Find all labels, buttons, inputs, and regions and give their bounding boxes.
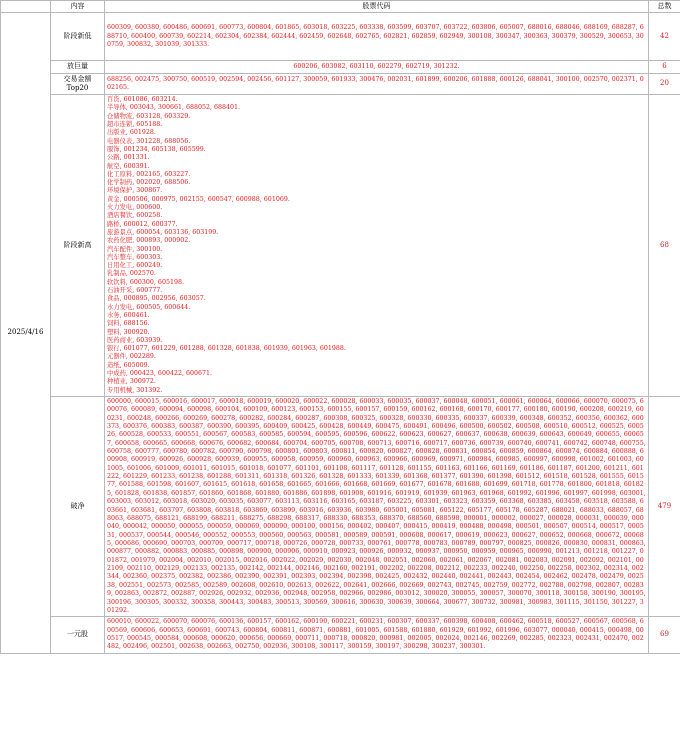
industry-line: 化学制药, 002020, 688506. xyxy=(107,179,191,187)
total-one-yuan: 69 xyxy=(649,617,680,653)
industry-line: 超市连锁, 605188. xyxy=(107,121,163,129)
total-top20: 20 xyxy=(649,73,680,95)
row-new-low xyxy=(1,13,680,61)
industry-line: 中成药, 000423, 600422, 600671. xyxy=(107,369,213,377)
date-cell: 2025/4/16 xyxy=(1,13,51,653)
category-new-high: 阶段新高 xyxy=(51,95,105,397)
header-category: 内容 xyxy=(51,1,105,13)
industry-line: 农药化肥, 000893, 000902. xyxy=(107,237,191,245)
industry-line: 仓储物流, 603128, 603329. xyxy=(107,112,191,120)
row-volume xyxy=(1,61,680,73)
codes-one-yuan: 600010, 600022, 600070, 600076, 600136, 600157, 600162, 600190, 600221, 600231, 600307, 600337, 600398, 600408, 600462, 600518, 600527, 600567, 600568, 600569, 600606, 600653, 600691, 600743, 600804, 600811, 600871, 600881, 601005, 601588, 601880, 601929, 601992, 601996, 603077, 000040, 000415, 000498, 000517, 000545, 000584, 000608, 000620, 000656, 000669, 000711, 000718, 000820, 000981, 002005, 002024, 002146, 002269, 002285, 002323, 002431, 002470, 002482, 002496, 002501, 002638, 002663, 002750, 002936, 300108, 300117, 300159, 300197, 300298, 300237, 300301. xyxy=(105,617,649,653)
industry-line: 饲料, 688156. xyxy=(107,320,150,328)
industry-line: 黄金, 000506, 000975, 002155, 600547, 600988, 601069. xyxy=(107,195,290,203)
total-broken: 479 xyxy=(649,396,680,616)
industry-line: 水力发电, 600505, 600644. xyxy=(107,303,191,311)
industry-line: 电器仪表, 301228, 688056. xyxy=(107,137,191,145)
industry-line: 化工原料, 002165, 603227. xyxy=(107,170,191,178)
category-new-low: 阶段新低 xyxy=(51,13,105,61)
industry-line: 造纸, 605009. xyxy=(107,361,150,369)
industry-line: 火力发电, 000600. xyxy=(107,204,163,212)
industry-line: 汽车整车, 600303. xyxy=(107,253,163,261)
industry-line: 服饰, 001234, 605138, 605599. xyxy=(107,145,206,153)
category-one-yuan: 一元股 xyxy=(51,617,105,653)
total-new-high: 68 xyxy=(649,95,680,397)
codes-volume: 600206, 603082, 603110, 602279, 602719, 301232. xyxy=(105,61,649,73)
industry-line: 酒店餐饮, 600258. xyxy=(107,212,163,220)
industry-line: 软饮料, 600300, 605198. xyxy=(107,278,184,286)
codes-top20: 688256, 002475, 300750, 600519, 002594, 002456, 601127, 300059, 601933, 300476, 002031, 601899, 600206, 601888, 600126, 688041, 300100, 002570, 002371, 002165. xyxy=(105,73,649,95)
industry-line: 环境保护, 300867. xyxy=(107,187,163,195)
total-new-low: 42 xyxy=(649,13,680,61)
industry-line: 半导体, 003043, 300661, 688052, 688401. xyxy=(107,104,241,112)
industry-line: 水务, 600461. xyxy=(107,311,150,319)
total-volume: 6 xyxy=(649,61,680,73)
header-date xyxy=(1,1,51,13)
codes-new-low: 600309, 600380, 600486, 600691, 600773, 600804, 601865, 603018, 603225, 603338, 603599, 603707, 603722, 603806, 605007, 688016, 688046, 688169, 688287, 688710, 600400, 600739, 602214, 602304, 602384, 602444, 602459, 602648, 602765, 602821, 602859, 602949, 300108, 300347, 300363, 300379, 300529, 300653, 300759, 300832, 301039, 301333. xyxy=(105,13,649,61)
header-row xyxy=(1,1,680,13)
industry-line: 专用机械, 301392. xyxy=(107,386,163,394)
header-total: 总数 xyxy=(649,1,680,13)
industry-line: 乳制品, 002570. xyxy=(107,270,156,278)
industry-line: 医药商业, 603939. xyxy=(107,336,163,344)
codes-broken: 600000, 600015, 600016, 600017, 600018, 600019, 600020, 600022, 600028, 600033, 600035, 600037, 600048, 600051, 600061, 600064, 600066, 600070, 600075, 600076, 600089, 600094, 600098, 600104, 600109, 600123, 600153, 600155, 600157, 600159, 600162, 600168, 600170, 600177, 600180, 600190, 600208, 600219, 600231, 600248, 600266, 600269, 600278, 600282, 600284, 600287, 600308, 600325, 600328, 600330, 600335, 600337, 600339, 600348, 600352, 600356, 600362, 600373, 600376, 600383, 600387, 600390, 600395, 600409, 600425, 600428, 600449, 600475, 600491, 600496, 600500, 600502, 600508, 600510, 600512, 600525, 600526, 600528, 600533, 600551, 600567, 600583, 600585, 600594, 600595, 600596, 600622, 600623, 600627, 600637, 600638, 600639, 600643, 600649, 600655, 600657, 600658, 600665, 600668, 600676, 600682, 600684, 600704, 600705, 600708, 600713, 600716, 600717, 600736, 600739, 600740, 600741, 600742, 600748, 600755, 600758, 600777, 600780, 600782, 600790, 600798, 600801, 600803, 600811, 600820, 600827, 600828, 600831, 600854, 600859, 600864, 600874, 600884, 600888, 600908, 600919, 600926, 600928, 600939, 600955, 600958, 600959, 600960, 600963, 600966, 600969, 600971, 600984, 600985, 600997, 600998, 601002, 601003, 601005, 601006, 601009, 601011, 601015, 601018, 601077, 601101, 601108, 601117, 601128, 601155, 601163, 601166, 601169, 601186, 601187, 601200, 601211, 601222, 601229, 601233, 601238, 601288, 601311, 601318, 601326, 601328, 601333, 601339, 601368, 601377, 601390, 601398, 601512, 601518, 601528, 601555, 601577, 601588, 601598, 601607, 601615, 601618, 601658, 601665, 601666, 601668, 601669, 601677, 601678, 601688, 601699, 601718, 601778, 601800, 601818, 601825, 601828, 601838, 601857, 601860, 601868, 601880, 601886, 601898, 601908, 601916, 601919, 601939, 601963, 601968, 601992, 601996, 601997, 601998, 603001, 603003, 603012, 603018, 603020, 603035, 603077, 603113, 603116, 603165, 603187, 603225, 603301, 603323, 603359, 603368, 603385, 603458, 603518, 603588, 603661, 603681, 603797, 603808, 603818, 603869, 603899, 603916, 603936, 603980, 605001, 605081, 605122, 605177, 605178, 605287, 688021, 688033, 688057, 688063, 688075, 688121, 688199, 688211, 688275, 688298, 688317, 688330, 688353, 688370, 688560, 688598, 000001, 000002, 000027, 000028, 000031, 000039, 000040, 000042, 000050, 000055, 000059, 000069, 000090, 000100, 000156, 000402, 000407, 000415, 000419, 000488, 000498, 000501, 000507, 000514, 000517, 000531, 000537, 000544, 000546, 000552, 000553, 000560, 000563, 000581, 000589, 000591, 000608, 000617, 000619, 000623, 000627, 000652, 000668, 000672, 000685, 000686, 000690, 000703, 000709, 000717, 000718, 000726, 000728, 000733, 000761, 000778, 000783, 000789, 000797, 000825, 000826, 000830, 000831, 000863, 000877, 000882, 000883, 000885, 000898, 000900, 000906, 000910, 000923, 000926, 000932, 000937, 000950, 000959, 000965, 000990, 001213, 001218, 001227, 001872, 001979, 002004, 002010, 002015, 002016, 002022, 002029, 002030, 002048, 002051, 002060, 002061, 002067, 002081, 002083, 002091, 002092, 002101, 002109, 002110, 002129, 002133, 002135, 002142, 002144, 002146, 002160, 002191, 002202, 002208, 002212, 002233, 002240, 002250, 002258, 002302, 002314, 002344, 002360, 002375, 002382, 002386, 002390, 002391, 002393, 002394, 002398, 002425, 002432, 002440, 002441, 002443, 002454, 002462, 002478, 002479, 002538, 002551, 002573, 002585, 002589, 002608, 002610, 002613, 002622, 002641, 002666, 002669, 002743, 002745, 002759, 002772, 002788, 002798, 002807, 002839, 002863, 002872, 002887, 002926, 002932, 002936, 002948, 002958, 002966, 002986, 003012, 300020, 300055, 300057, 300070, 300118, 300158, 300190, 300195, 300196, 300305, 300332, 300358, 300443, 300483, 300513, 300569, 300616, 300630, 300639, 300664, 300677, 300732, 300981, 300983, 301115, 301150, 301227, 301292. xyxy=(105,396,649,616)
industry-line: 银行, 601077, 601229, 601288, 601328, 601838, 601939, 601963, 601988. xyxy=(107,345,346,353)
industry-line: 日用化工, 600249. xyxy=(107,262,163,270)
industry-line: 汽车配件, 300100. xyxy=(107,245,163,253)
industry-line: 出版业, 601928. xyxy=(107,129,156,137)
industry-line: 百货, 601086, 603214. xyxy=(107,96,178,104)
row-one-yuan xyxy=(1,617,680,653)
industry-line: 种植业, 300972. xyxy=(107,378,156,386)
category-volume: 放巨量 xyxy=(51,61,105,73)
row-broken xyxy=(1,396,680,616)
industry-line: 塑料, 300920. xyxy=(107,328,150,336)
industry-line: 石油开采, 600777. xyxy=(107,287,163,295)
industry-line: 路桥, 600012, 600377. xyxy=(107,220,178,228)
category-top20: 交易金额Top20 xyxy=(51,73,105,95)
category-broken: 破净 xyxy=(51,396,105,616)
industry-line: 元器件, 002289. xyxy=(107,353,156,361)
header-codes: 股票代码 xyxy=(105,1,649,13)
row-top20 xyxy=(1,73,680,95)
industry-line: 旅游景点, 600054, 603136, 603199. xyxy=(107,228,219,236)
industry-line: 食品, 000895, 002956, 603057. xyxy=(107,295,206,303)
codes-new-high xyxy=(105,95,649,397)
row-new-high xyxy=(1,95,680,397)
industry-line: 公路, 001331. xyxy=(107,154,150,162)
industry-line: 航空, 600391. xyxy=(107,162,150,170)
